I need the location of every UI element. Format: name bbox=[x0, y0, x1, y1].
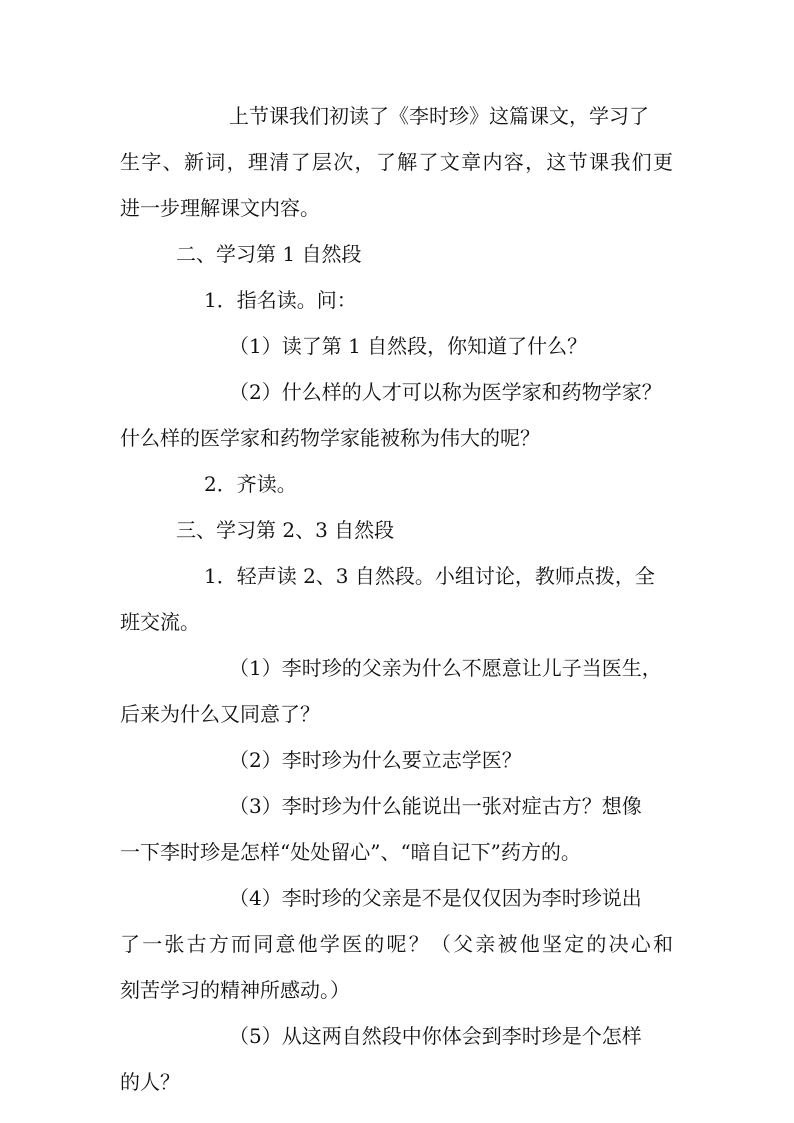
text-line-3: 进一步理解课文内容。 bbox=[120, 196, 320, 220]
section-heading-2: 二、学习第 1 自然段 bbox=[176, 242, 362, 266]
text-line-9: 2．齐读。 bbox=[204, 472, 297, 496]
text-line-2: 生字、新词，理清了层次，了解了文章内容，这节课我们更 bbox=[120, 150, 673, 174]
text-line-14: 后来为什么又同意了？ bbox=[120, 702, 320, 726]
text-line-21: （5）从这两自然段中你体会到李时珍是个怎样 bbox=[229, 1024, 642, 1048]
text-line-15: （2）李时珍为什么要立志学医？ bbox=[229, 748, 522, 772]
text-line-7: （2）什么样的人才可以称为医学家和药物学家？ bbox=[229, 380, 662, 404]
text-line-6: （1）读了第 1 自然段，你知道了什么？ bbox=[229, 334, 588, 358]
text-line-12: 班交流。 bbox=[120, 610, 200, 634]
text-line-1: 上节课我们初读了《李时珍》这篇课文，学习了 bbox=[229, 104, 649, 128]
section-heading-3: 三、学习第 2、3 自然段 bbox=[176, 518, 395, 542]
text-line-13: （1）李时珍的父亲为什么不愿意让儿子当医生， bbox=[229, 656, 662, 680]
text-line-22: 的人？ bbox=[120, 1070, 180, 1094]
text-line-8: 什么样的医学家和药物学家能被称为伟大的呢？ bbox=[120, 426, 540, 450]
text-line-17: 一下李时珍是怎样“处处留心”、“暗自记下”药方的。 bbox=[120, 840, 581, 864]
text-line-5: 1．指名读。问： bbox=[204, 288, 357, 312]
text-line-19: 了一张古方而同意他学医的呢？（父亲被他坚定的决心和 bbox=[120, 932, 673, 956]
text-line-20: 刻苦学习的精神所感动。） bbox=[120, 978, 350, 1002]
text-line-18: （4）李时珍的父亲是不是仅仅因为李时珍说出 bbox=[229, 886, 642, 910]
text-line-11: 1．轻声读 2、3 自然段。小组讨论，教师点拨，全 bbox=[204, 564, 655, 588]
text-line-16: （3）李时珍为什么能说出一张对症古方？想像 bbox=[229, 794, 642, 818]
